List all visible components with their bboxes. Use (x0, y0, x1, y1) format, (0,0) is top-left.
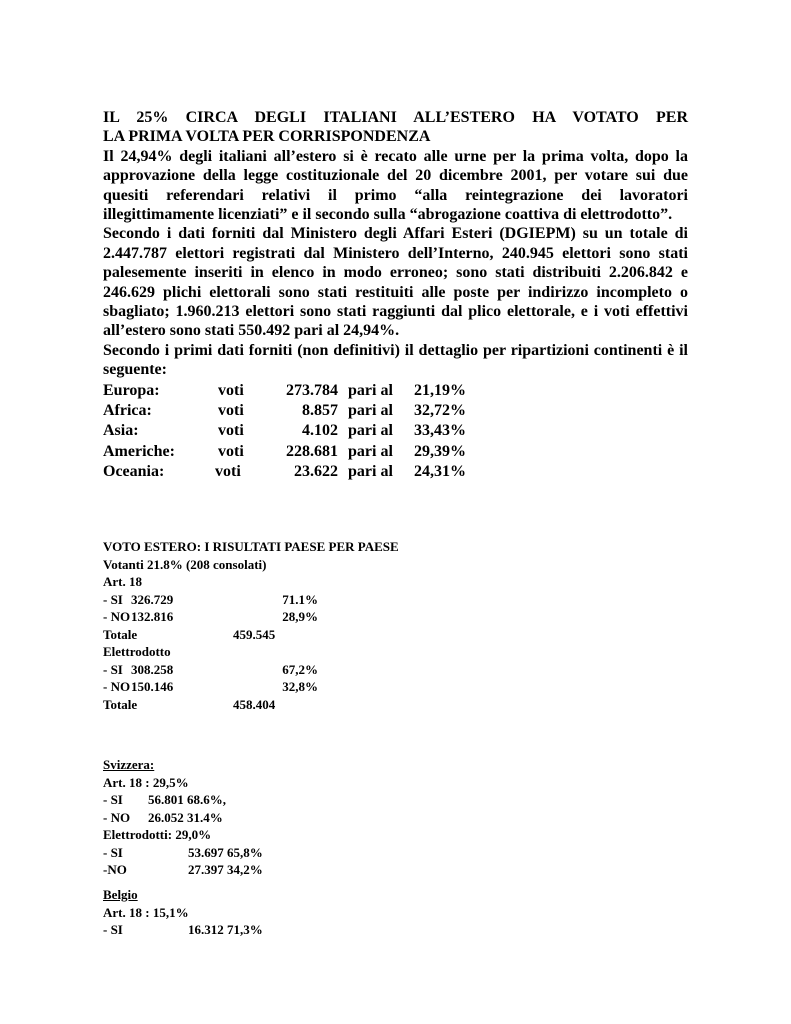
totale-value: 459.545 (233, 626, 276, 642)
votanti-line (103, 556, 503, 574)
continent-percent: 24,31% (414, 462, 466, 480)
si-label: - SI (103, 661, 123, 677)
art18-si-row (103, 791, 503, 809)
country-svizzera (103, 756, 503, 879)
elettrodotto-label: Elettrodotto (103, 644, 171, 659)
si-votes: 308.258 (131, 661, 174, 677)
continent-voti-label: voti (218, 442, 244, 460)
continent-pari-label: pari al (348, 422, 393, 440)
continent-name: Oceania: (103, 462, 165, 480)
no-votes: 150.146 (131, 679, 174, 694)
continent-pari-label: pari al (348, 381, 393, 399)
si-votes: 326.729 (131, 591, 174, 607)
continent-percent: 29,39% (414, 442, 466, 460)
continent-votes: 273.784 (286, 381, 338, 399)
totale-label: Totale (103, 626, 138, 642)
country-title: Belgio (103, 887, 138, 902)
no-label: - NO (103, 679, 131, 694)
continent-pari-label: pari al (348, 401, 393, 419)
elettrodotti-no-row (103, 861, 503, 879)
no-value: 26.052 31.4% (148, 809, 223, 825)
continent-percent: 32,72% (414, 401, 466, 419)
continent-row (103, 442, 688, 462)
paragraph-continents-intro: Secondo i primi dati forniti (non definitivi) il dettaglio per ripartizioni continenti è il seguente: (103, 341, 688, 379)
continent-votes: 228.681 (286, 442, 338, 460)
continent-pari-label: pari al (348, 442, 393, 460)
art18-label: Art. 18 (103, 574, 142, 589)
art18-totale-row (103, 626, 503, 644)
continent-votes: 4.102 (302, 422, 338, 440)
si-label: - SI (103, 591, 123, 607)
continents-table (103, 381, 688, 482)
si-label: - SI (103, 922, 123, 937)
si-value: 56.801 68.6%, (148, 792, 226, 807)
si-label: - SI (103, 844, 123, 860)
continent-name: Africa: (103, 401, 152, 419)
results-section (103, 538, 503, 713)
art18-text: Art. 18 : 29,5% (103, 774, 189, 790)
votanti-text: Votanti 21.8% (208 consolati) (103, 556, 267, 572)
art18-heading (103, 573, 503, 591)
country-belgio (103, 886, 503, 939)
no-percent: 28,9% (282, 609, 318, 624)
no-votes: 132.816 (131, 609, 174, 624)
art18-line (103, 904, 503, 922)
si-value: 53.697 65,8% (188, 844, 263, 860)
continent-name: Americhe: (103, 442, 175, 460)
country-title: Svizzera: (103, 757, 155, 772)
article (103, 108, 688, 482)
elettrodotto-si-row (103, 661, 503, 679)
no-label: -NO (103, 862, 127, 877)
si-percent: 71.1% (282, 591, 318, 607)
continent-voti-label: voti (218, 401, 244, 419)
totale-label: Totale (103, 696, 138, 712)
si-percent: 67,2% (282, 661, 318, 677)
continent-pari-label: pari al (348, 462, 393, 480)
continent-votes: 8.857 (302, 401, 338, 419)
continent-row (103, 421, 688, 441)
country-title-row (103, 886, 503, 904)
art18-line (103, 774, 503, 792)
elettrodotti-line (103, 826, 503, 844)
elettrodotti-text: Elettrodotti: 29,0% (103, 827, 212, 842)
headline-line-2: LA PRIMA VOLTA PER CORRISPONDENZA (103, 128, 431, 146)
country-title-row (103, 756, 503, 774)
continent-name: Asia: (103, 422, 139, 440)
headline (103, 108, 688, 147)
continent-row (103, 401, 688, 421)
art18-no-row (103, 608, 503, 626)
art18-si-row (103, 591, 503, 609)
results-title (103, 538, 503, 556)
art18-si-row (103, 921, 503, 939)
continent-percent: 33,43% (414, 422, 466, 440)
no-label: - NO (103, 609, 131, 624)
continent-voti-label: voti (215, 462, 241, 480)
continent-voti-label: voti (218, 422, 244, 440)
si-label: - SI (103, 792, 123, 807)
si-value: 16.312 71,3% (188, 922, 263, 937)
paragraph-intro: Il 24,94% degli italiani all’estero si è recato alle urne per la prima volta, dopo la approvazione della legge costituzionale del 20 dicembre 2001, per votare sui due quesiti referendari relativi il primo “alla reintegrazione dei lavoratori illegittimamente licenziati” e il secondo sulla “abrogazione coattiva di elettrodotto”. (103, 147, 688, 224)
continent-votes: 23.622 (294, 462, 338, 480)
no-value: 27.397 34,2% (188, 862, 263, 877)
art18-text: Art. 18 : 15,1% (103, 904, 189, 920)
no-label: - NO (103, 809, 131, 825)
art18-no-row (103, 809, 503, 827)
totale-value: 458.404 (233, 696, 276, 712)
results-title-text: VOTO ESTERO: I RISULTATI PAESE PER PAESE (103, 539, 399, 554)
elettrodotti-si-row (103, 844, 503, 862)
elettrodotto-totale-row (103, 696, 503, 714)
continent-percent: 21,19% (414, 381, 466, 399)
elettrodotto-heading (103, 643, 503, 661)
continent-name: Europa: (103, 381, 160, 399)
headline-line-1: IL 25% CIRCA DEGLI ITALIANI ALL’ESTERO HA VOTATO PER (103, 109, 688, 126)
no-percent: 32,8% (282, 679, 318, 694)
continent-row (103, 381, 688, 401)
elettrodotto-no-row (103, 678, 503, 696)
continent-row (103, 462, 688, 482)
continent-voti-label: voti (218, 381, 244, 399)
paragraph-data: Secondo i dati forniti dal Ministero degli Affari Esteri (DGIEPM) su un totale di 2.447.787 elettori registrati dal Ministero dell’Interno, 240.945 elettori sono stati palesemente inseriti in elenco in modo erroneo; sono stati distribuiti 2.206.842 e 246.629 plichi elettorali sono stati restituiti alle poste per indirizzo incompleto o sbagliato; 1.960.213 elettori sono stati raggiunti dal plico elettorale, e i voti effettivi all’estero sono stati 550.492 pari al 24,94%. (103, 225, 688, 340)
